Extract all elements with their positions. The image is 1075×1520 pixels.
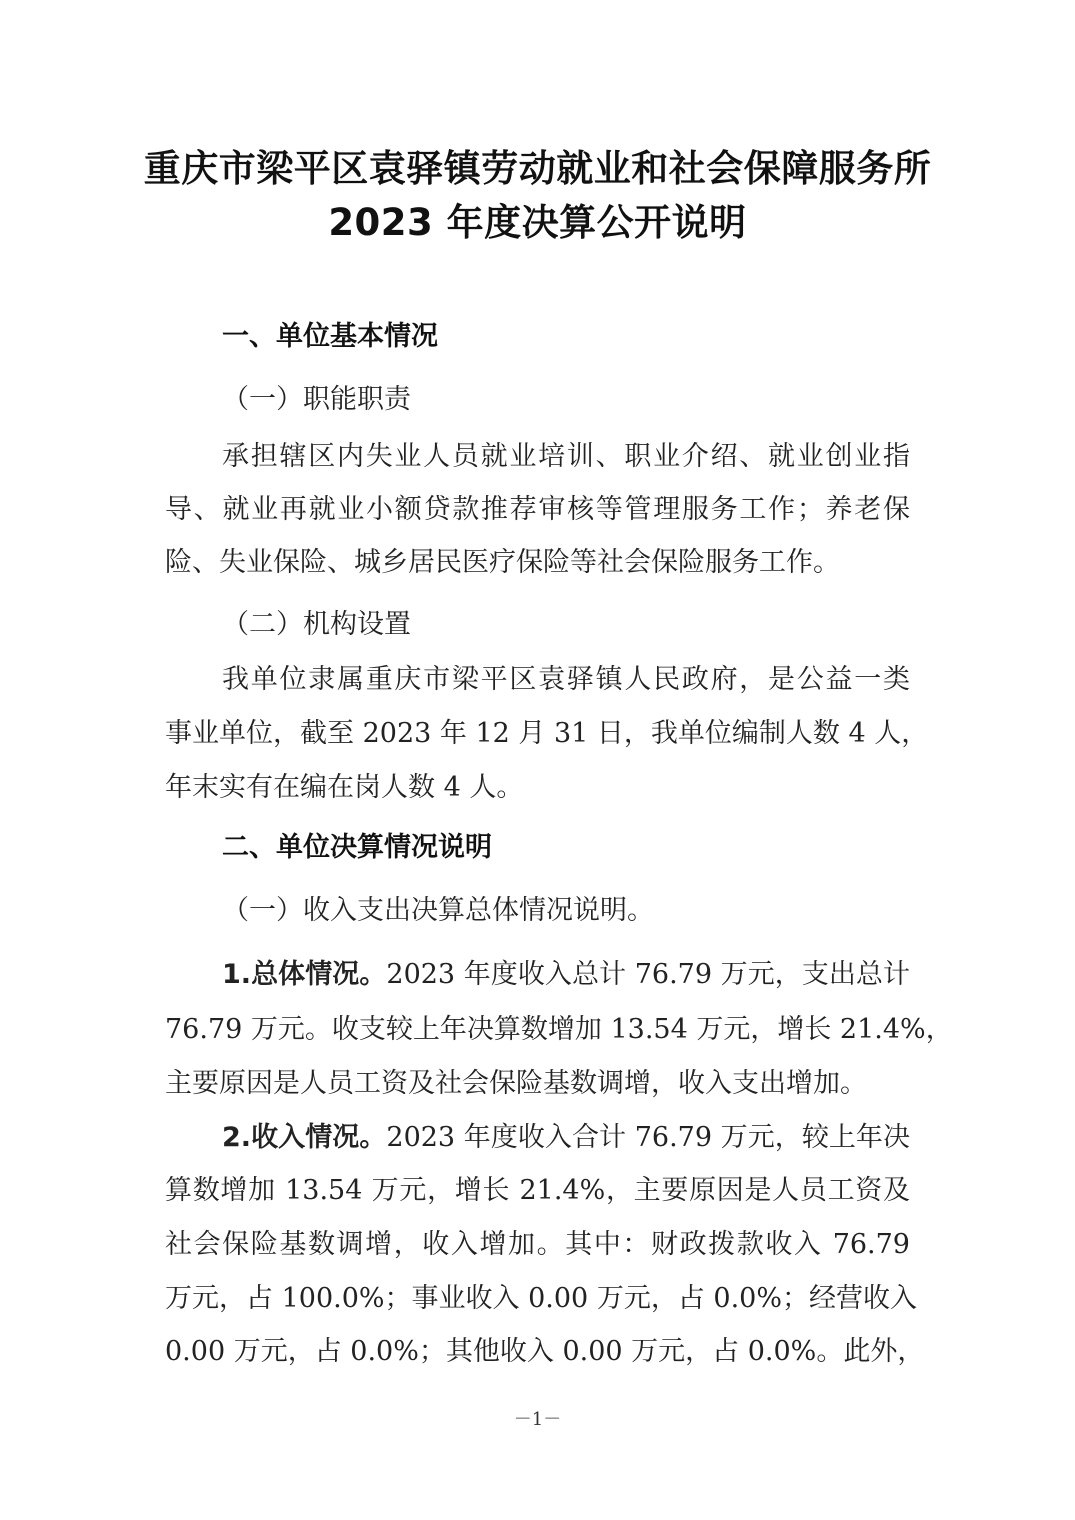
paragraph-line: 险、失业保险、城乡居民医疗保险等社会保险服务工作。 — [165, 547, 840, 578]
section-heading-basic-info: 一、单位基本情况 — [222, 321, 438, 352]
paragraph-line: 万元，占 100.0%；事业收入 0.00 万元，占 0.0%；经营收入 — [165, 1283, 917, 1314]
paragraph-line: 算数增加 13.54 万元，增长 21.4%，主要原因是人员工资及 — [165, 1175, 910, 1206]
paragraph-line: 事业单位，截至 2023 年 12 月 31 日，我单位编制人数 4 人， — [165, 718, 929, 749]
paragraph-line-income — [222, 1115, 910, 1154]
document-title-line-1: 重庆市梁平区袁驿镇劳动就业和社会保障服务所 — [143, 147, 932, 190]
paragraph-line: 主要原因是人员工资及社会保险基数调增，收入支出增加。 — [165, 1068, 867, 1099]
paragraph-text: 2023 年度收入合计 76.79 万元，较上年决 — [386, 1122, 910, 1153]
section-heading-final-accounts: 二、单位决算情况说明 — [222, 832, 492, 863]
subheading-functions: （一）职能职责 — [222, 384, 411, 415]
paragraph-line: 社会保险基数调增，收入增加。其中：财政拨款收入 76.79 — [165, 1229, 910, 1260]
paragraph-line: 我单位隶属重庆市梁平区袁驿镇人民政府，是公益一类 — [222, 664, 910, 695]
paragraph-line-overall — [222, 952, 910, 991]
paragraph-line: 承担辖区内失业人员就业培训、职业介绍、就业创业指 — [222, 441, 910, 472]
document-title-line-2: 2023 年度决算公开说明 — [328, 201, 747, 244]
paragraph-line: 导、就业再就业小额贷款推荐审核等管理服务工作；养老保 — [165, 494, 910, 525]
subheading-income-expense-overview: （一）收入支出决算总体情况说明。 — [222, 895, 654, 926]
paragraph-label-overall: 1.总体情况。 — [222, 959, 387, 990]
paragraph-text: 2023 年度收入总计 76.79 万元，支出总计 — [386, 959, 910, 990]
paragraph-line: 年末实有在编在岗人数 4 人。 — [165, 772, 524, 803]
subheading-organization: （二）机构设置 — [222, 609, 411, 640]
paragraph-label-income: 2.收入情况。 — [222, 1122, 387, 1153]
paragraph-line: 0.00 万元，占 0.0%；其他收入 0.00 万元，占 0.0%。此外， — [165, 1336, 925, 1367]
paragraph-line: 76.79 万元。收支较上年决算数增加 13.54 万元，增长 21.4%， — [165, 1014, 953, 1045]
page-number: －1－ — [513, 1409, 562, 1430]
